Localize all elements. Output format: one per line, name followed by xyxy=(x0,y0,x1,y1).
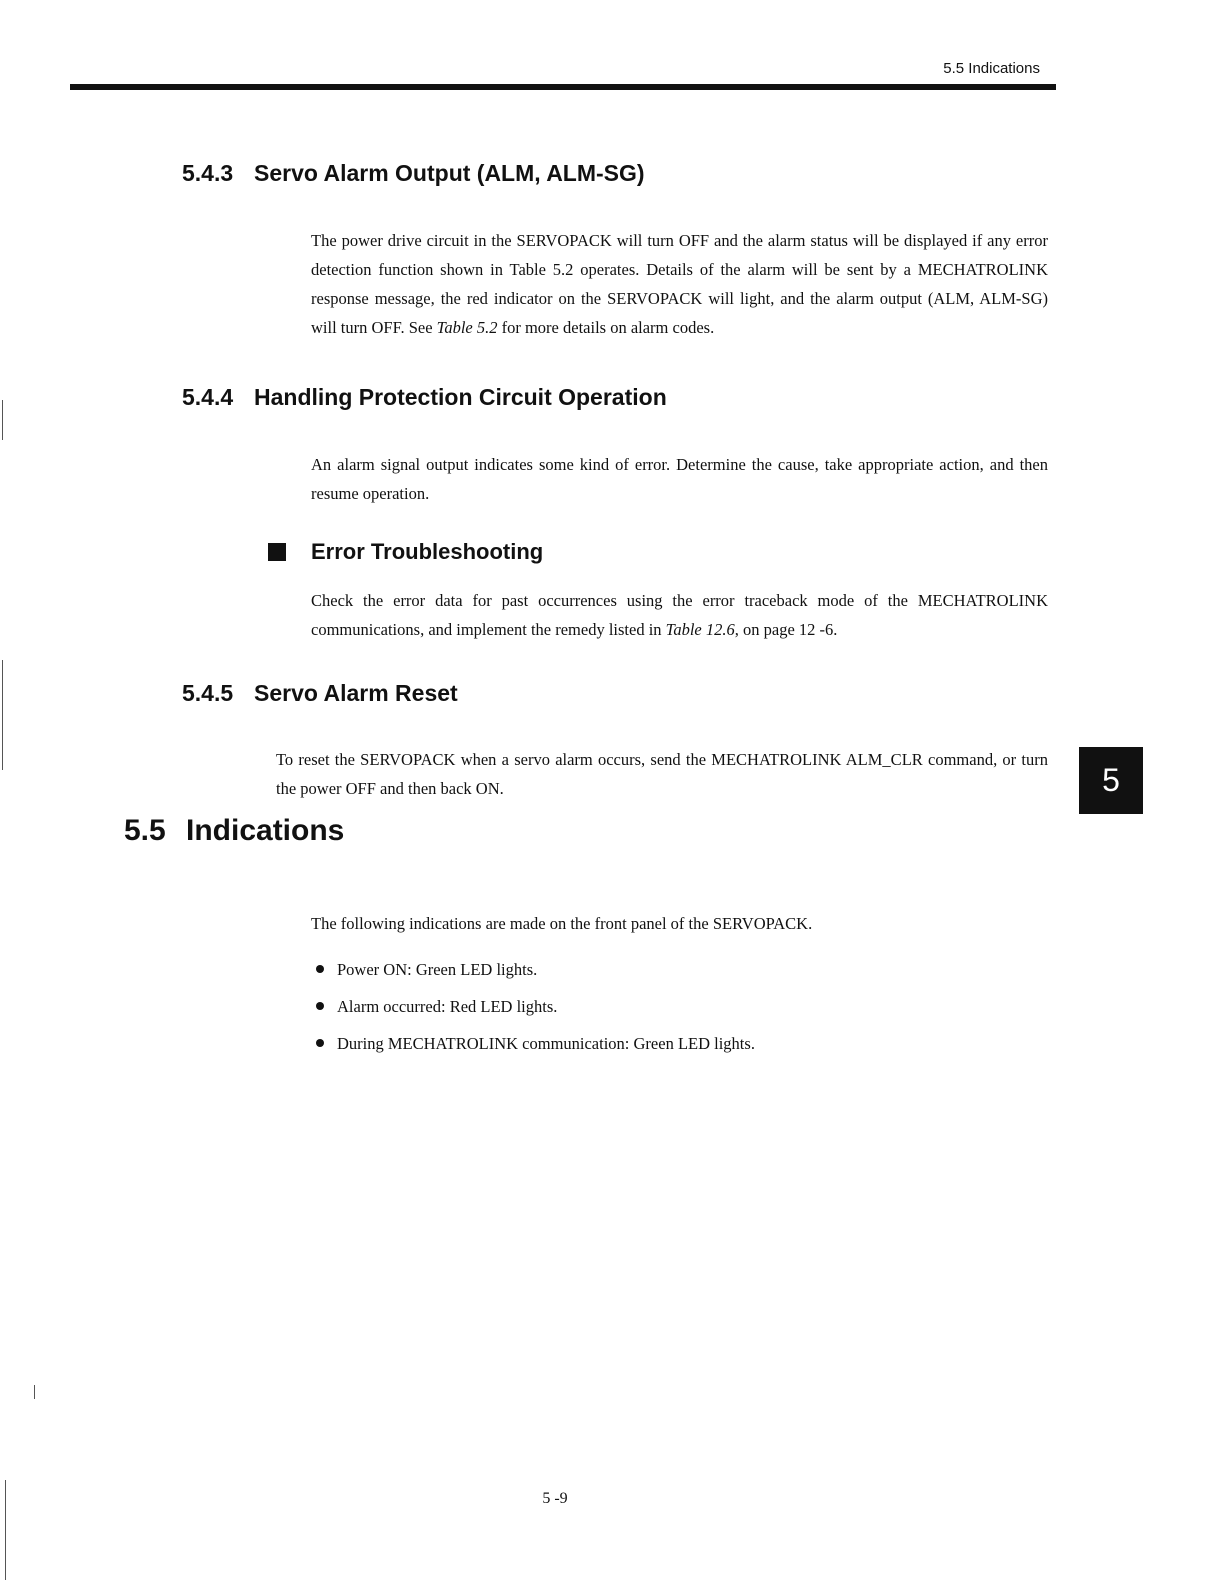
section-title: Servo Alarm Output (ALM, ALM-SG) xyxy=(254,160,645,186)
paragraph-servo-alarm-reset: To reset the SERVOPACK when a servo alarm occurs, send the MECHATROLINK ALM_CLR command, or turn the power OFF and then back ON. xyxy=(276,750,1048,798)
paragraph-servo-alarm-output xyxy=(311,226,1048,342)
section-title: Indications xyxy=(186,814,345,847)
section-title: Servo Alarm Reset xyxy=(254,680,458,706)
section-number: 5.4.3 xyxy=(182,160,234,186)
running-header: 5.5 Indications xyxy=(943,60,1040,77)
list-item xyxy=(316,1034,755,1054)
text-run: The power drive circuit in the SERVOPACK will turn OFF and the alarm status will be displayed if any error detection function shown in Table 5.2 operates. Details of the alarm will be sent by a MECHATROLINK response message, the red indicator on the SERVOPACK will light, and the alarm output (ALM, ALM-SG) will turn OFF. See xyxy=(311,231,1048,337)
square-bullet-icon xyxy=(268,543,286,561)
paragraph-error-troubleshooting xyxy=(311,586,1048,644)
section-title: Handling Protection Circuit Operation xyxy=(254,384,667,410)
table-reference: Table 12.6 xyxy=(665,620,735,639)
page-number: 5 -9 xyxy=(542,1490,568,1507)
list-item-text: Power ON: Green LED lights. xyxy=(337,960,538,979)
text-run: Check the error data for past occurrences using the error traceback mode of the MECHATROLINK communications, and implement the remedy listed in xyxy=(311,591,1048,639)
list-item xyxy=(316,960,537,980)
scan-artifact xyxy=(2,660,3,770)
list-item-text: During MECHATROLINK communication: Green LED lights. xyxy=(337,1034,755,1053)
scan-artifact xyxy=(34,1385,35,1399)
scan-artifact xyxy=(5,1480,6,1580)
heading-5-4-4 xyxy=(182,384,667,411)
heading-error-troubleshooting: Error Troubleshooting xyxy=(311,539,544,564)
section-number: 5.4.5 xyxy=(182,680,234,706)
section-number: 5.4.4 xyxy=(182,384,234,410)
text-run: for more details on alarm codes. xyxy=(497,318,715,337)
bullet-dot-icon xyxy=(316,1002,324,1010)
list-item xyxy=(316,997,557,1017)
section-number: 5.5 xyxy=(124,814,166,847)
header-rule xyxy=(70,84,1056,90)
heading-5-4-3 xyxy=(182,160,645,187)
chapter-tab: 5 xyxy=(1079,747,1143,814)
heading-5-5 xyxy=(124,814,344,848)
paragraph-indications-intro: The following indications are made on the front panel of the SERVOPACK. xyxy=(311,914,813,933)
table-reference: Table 5.2 xyxy=(436,318,498,337)
list-item-text: Alarm occurred: Red LED lights. xyxy=(337,997,558,1016)
text-run: , on page 12 -6. xyxy=(734,620,838,639)
bullet-dot-icon xyxy=(316,965,324,973)
bullet-dot-icon xyxy=(316,1039,324,1047)
heading-5-4-5 xyxy=(182,680,458,707)
paragraph-handling-protection: An alarm signal output indicates some kind of error. Determine the cause, take appropriate action, and then resume operation. xyxy=(311,455,1048,503)
scan-artifact xyxy=(2,400,3,440)
